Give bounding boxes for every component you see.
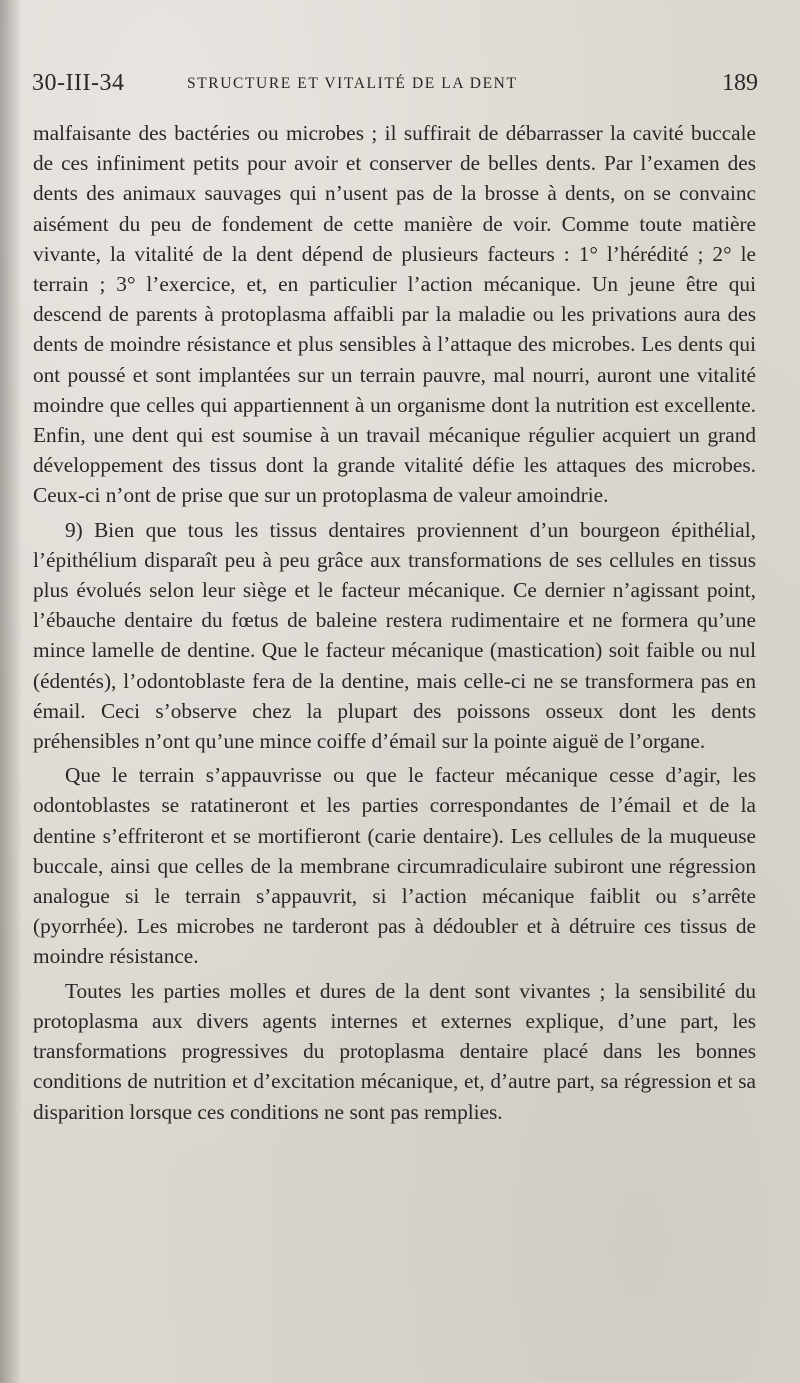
binding-shadow <box>0 0 22 1383</box>
page-header <box>32 70 758 100</box>
body-text <box>33 118 756 1127</box>
header-date-code: 30-III-34 <box>32 70 125 96</box>
page-number: 189 <box>722 70 758 96</box>
paragraph-regression: Que le terrain s’appauvrisse ou que le facteur mécanique cesse d’agir, les odontoblastes se ratatineront et les parties correspondantes de l’émail et de la dentine s’effriteront et se mortifieront (carie dentaire). Les cellules de la muqueuse buccale, ainsi que celles de la membrane circumradiculaire subiront une régression analogue si le terrain s’appauvrit, si l’action mécanique faiblit ou s’arrête (pyorrhée). Les microbes ne tarderont pas à dédoubler et à détruire ces tissus de moindre résistance. <box>33 763 756 969</box>
paragraph-section-9: 9) Bien que tous les tissus dentaires proviennent d’un bourgeon épithélial, l’épithélium disparaît peu à peu grâce aux transformations de ses cellules en tissus plus évolués selon leur siège et le facteur mécanique. Ce dernier n’agissant point, l’ébauche dentaire du fœtus de baleine restera rudimentaire et ne formera qu’une mince lamelle de dentine. Que le facteur mécanique (mastication) soit faible ou nul (édentés), l’odontoblaste fera de la dentine, mais celle-ci ne se transformera pas en émail. Ceci s’observe chez la plupart des poissons osseux dont les dents préhensibles n’ont qu’une mince coiffe d’émail sur la pointe aiguë de l’organe. <box>33 517 756 754</box>
paragraph-continued: malfaisante des bactéries ou microbes ; il suffirait de débarrasser la cavité buccale de ces infiniment petits pour avoir et conserver de belles dents. Par l’examen des dents des animaux sauvages qui n’usent pas de la brosse à dents, on se convainc aisément du peu de fondement de cette manière de voir. Comme toute matière vivante, la vitalité de la dent dépend de plusieurs facteurs : 1° l’hérédité ; 2° le terrain ; 3° l’exercice, et, en particulier l’action mécanique. Un jeune être qui descend de parents à protoplasma affaibli par la maladie ou les privations aura des dents de moindre résistance et plus sensibles à l’attaque des microbes. Les dents qui ont poussé et sont implantées sur un terrain pauvre, mal nourri, auront une vitalité moindre que celles qui appartiennent à un organisme dont la nutrition est excellente. Enfin, une dent qui est soumise à un travail mécanique régulier acquiert un grand développement des tissus dont la grande vitalité défie les attaques des microbes. Ceux-ci n’ont de prise que sur un protoplasma de valeur amoindrie. <box>33 121 756 508</box>
paragraph-conclusion: Toutes les parties molles et dures de la dent sont vivantes ; la sensibilité du protoplasma aux divers agents internes et externes explique, d’une part, les transformations progressives du protoplasma dentaire placé dans les bonnes conditions de nutrition et d’excitation mécanique, et, d’autre part, sa régression et sa disparition lorsque ces conditions ne sont pas remplies. <box>33 978 756 1124</box>
running-title: STRUCTURE ET VITALITÉ DE LA DENT <box>187 75 518 92</box>
